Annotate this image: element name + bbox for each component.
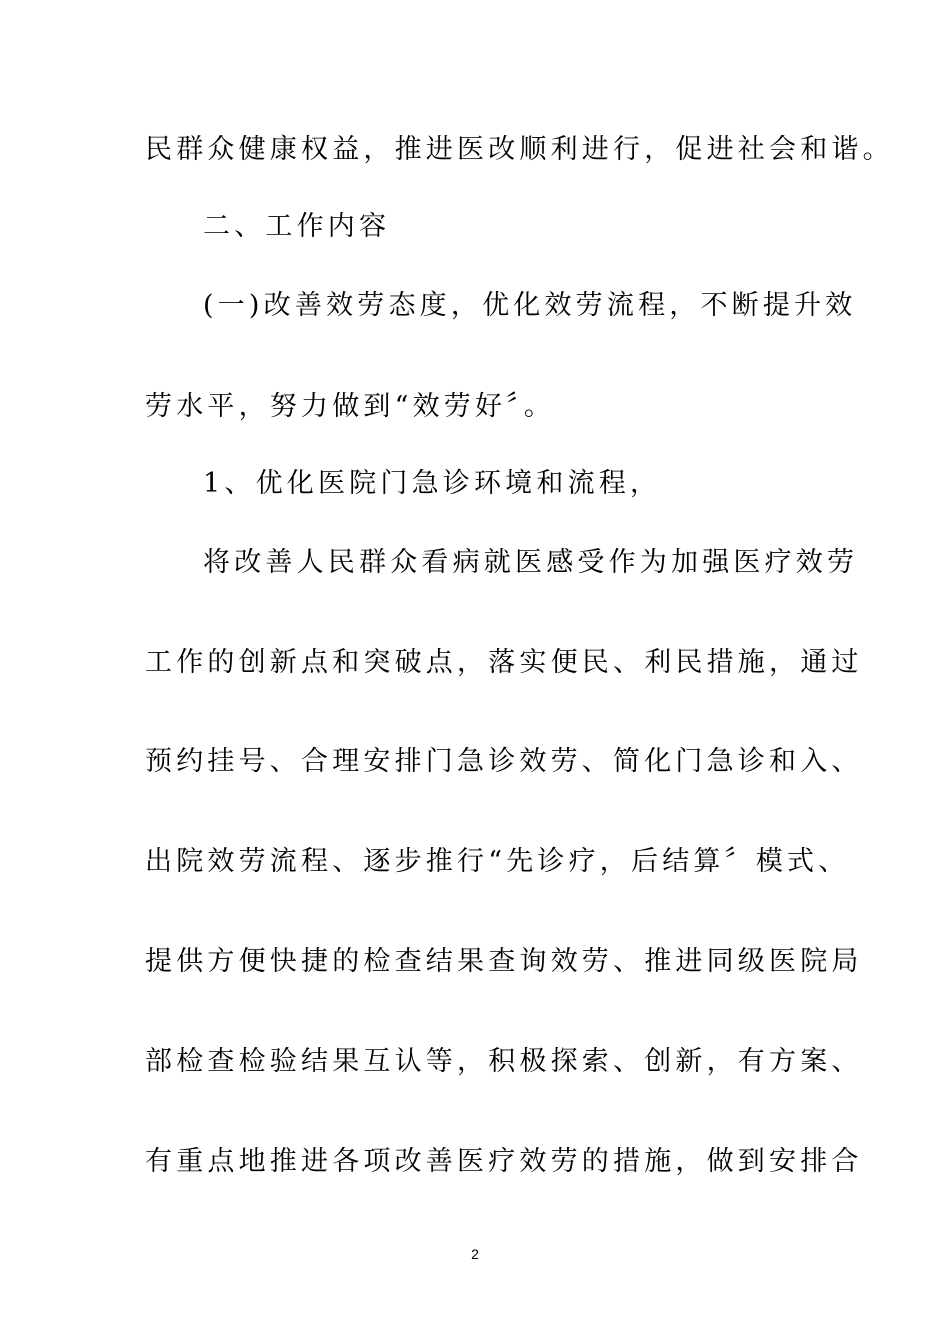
page-number: 2 bbox=[471, 1246, 479, 1262]
subsection-heading: (一)改善效劳态度，优化效劳流程，不断提升效 bbox=[203, 290, 857, 321]
body-text-line: 提供方便快捷的检查结果查询效劳、推进同级医院局 bbox=[145, 946, 863, 977]
body-text-line: 将改善人民群众看病就医感受作为加强医疗效劳 bbox=[203, 547, 859, 578]
body-text-line: 有重点地推进各项改善医疗效劳的措施，做到安排合 bbox=[145, 1146, 863, 1177]
body-text-line: 出院效劳流程、逐步推行“先诊疗，后结算〞模式、 bbox=[145, 846, 850, 877]
body-text-line: 预约挂号、合理安排门急诊效劳、简化门急诊和入、 bbox=[145, 746, 863, 777]
body-text-line: 民群众健康权益，推进医改顺利进行，促进社会和谐。 bbox=[145, 134, 894, 165]
section-heading: 二、工作内容 bbox=[203, 211, 391, 242]
body-text-line: 工作的创新点和突破点，落实便民、利民措施，通过 bbox=[145, 647, 863, 678]
subsection-heading-continued: 劳水平，努力做到“效劳好〞。 bbox=[145, 391, 556, 422]
item-heading: 1、优化医院门急诊环境和流程， bbox=[203, 468, 662, 499]
body-text-line: 部检查检验结果互认等，积极探索、创新，有方案、 bbox=[145, 1046, 863, 1077]
